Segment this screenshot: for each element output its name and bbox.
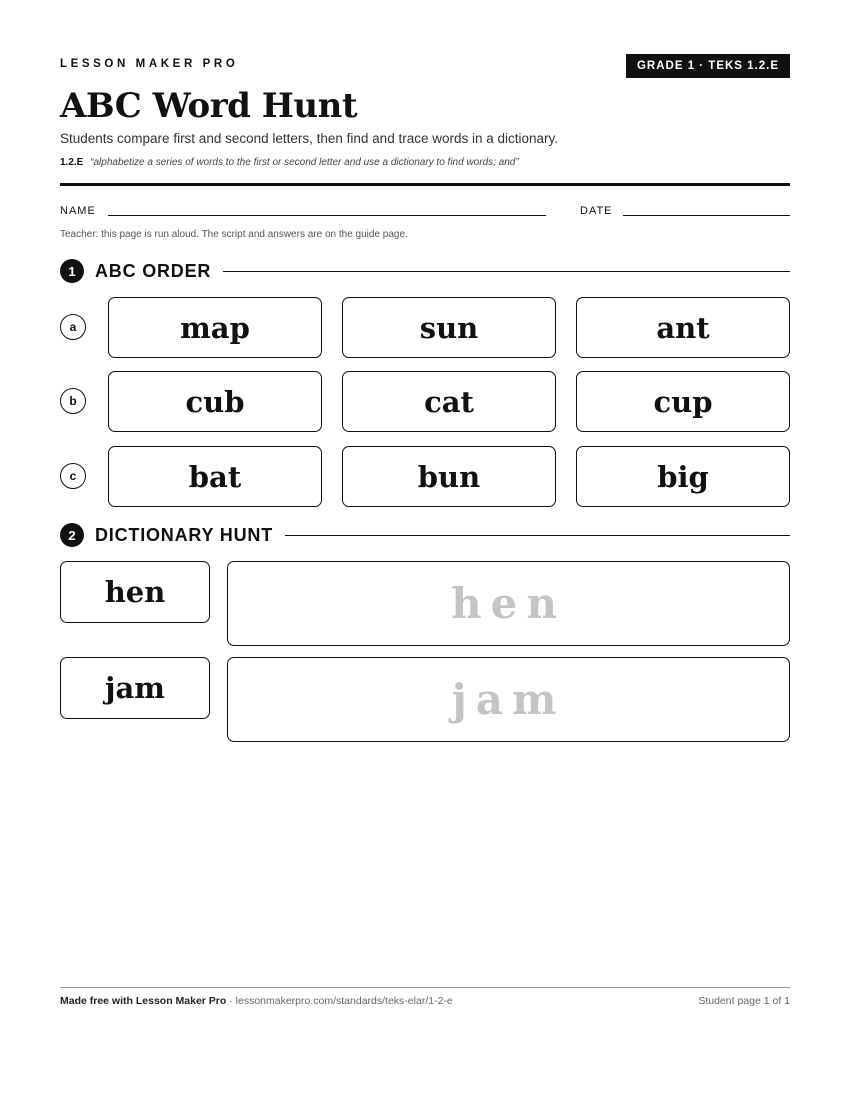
footer-credit (60, 995, 453, 1007)
footer-url[interactable]: · lessonmakerpro.com/standards/teks-elar/1-2-e (229, 995, 453, 1007)
abc-row-b (60, 371, 790, 433)
teacher-note: Teacher: this page is run aloud. The script and answers are on the guide page. (60, 229, 408, 240)
word-card[interactable]: map (108, 297, 322, 358)
section-number-badge: 2 (60, 523, 84, 547)
page-title: ABC Word Hunt (60, 86, 358, 126)
name-label: NAME (60, 205, 96, 217)
standard-code: 1.2.E (60, 157, 84, 168)
section-title: ABC ORDER (95, 260, 212, 281)
section-title: DICTIONARY HUNT (95, 524, 273, 545)
footer-page-number: Student page 1 of 1 (698, 995, 790, 1007)
hunt-word-card: hen (60, 561, 210, 623)
word-card[interactable]: sun (342, 297, 556, 358)
section-rule (285, 535, 790, 536)
name-write-line[interactable] (108, 215, 546, 216)
standard-text: “alphabetize a series of words to the first or second letter and use a dictionary to find words; and” (90, 157, 519, 168)
word-card[interactable]: bat (108, 446, 322, 507)
page-subtitle: Students compare first and second letters, then find and trace words in a dictionary. (60, 131, 559, 146)
footer-made-with: Made free with Lesson Maker Pro (60, 995, 227, 1007)
section-abc-order-header (60, 259, 790, 283)
section-rule (223, 271, 790, 272)
header-divider (60, 183, 790, 186)
word-card[interactable]: cat (342, 371, 556, 432)
date-write-line[interactable] (623, 215, 790, 216)
row-letter-badge: b (60, 388, 86, 414)
word-card[interactable]: cup (576, 371, 790, 432)
trace-box[interactable]: jam (227, 657, 790, 742)
date-label: DATE (580, 205, 613, 217)
word-card[interactable]: bun (342, 446, 556, 507)
row-letter-badge: c (60, 463, 86, 489)
abc-row-a (60, 297, 790, 359)
section-dictionary-hunt-header (60, 523, 790, 547)
trace-box[interactable]: hen (227, 561, 790, 646)
brand-name: LESSON MAKER PRO (60, 58, 239, 70)
footer-divider (60, 987, 790, 988)
word-card[interactable]: ant (576, 297, 790, 358)
grade-badge: GRADE 1 · TEKS 1.2.E (626, 54, 790, 78)
word-card[interactable]: cub (108, 371, 322, 432)
row-letter-badge: a (60, 314, 86, 340)
standard-line (60, 157, 519, 168)
abc-row-c (60, 446, 790, 508)
hunt-word-card: jam (60, 657, 210, 719)
section-number-badge: 1 (60, 259, 84, 283)
word-card[interactable]: big (576, 446, 790, 507)
